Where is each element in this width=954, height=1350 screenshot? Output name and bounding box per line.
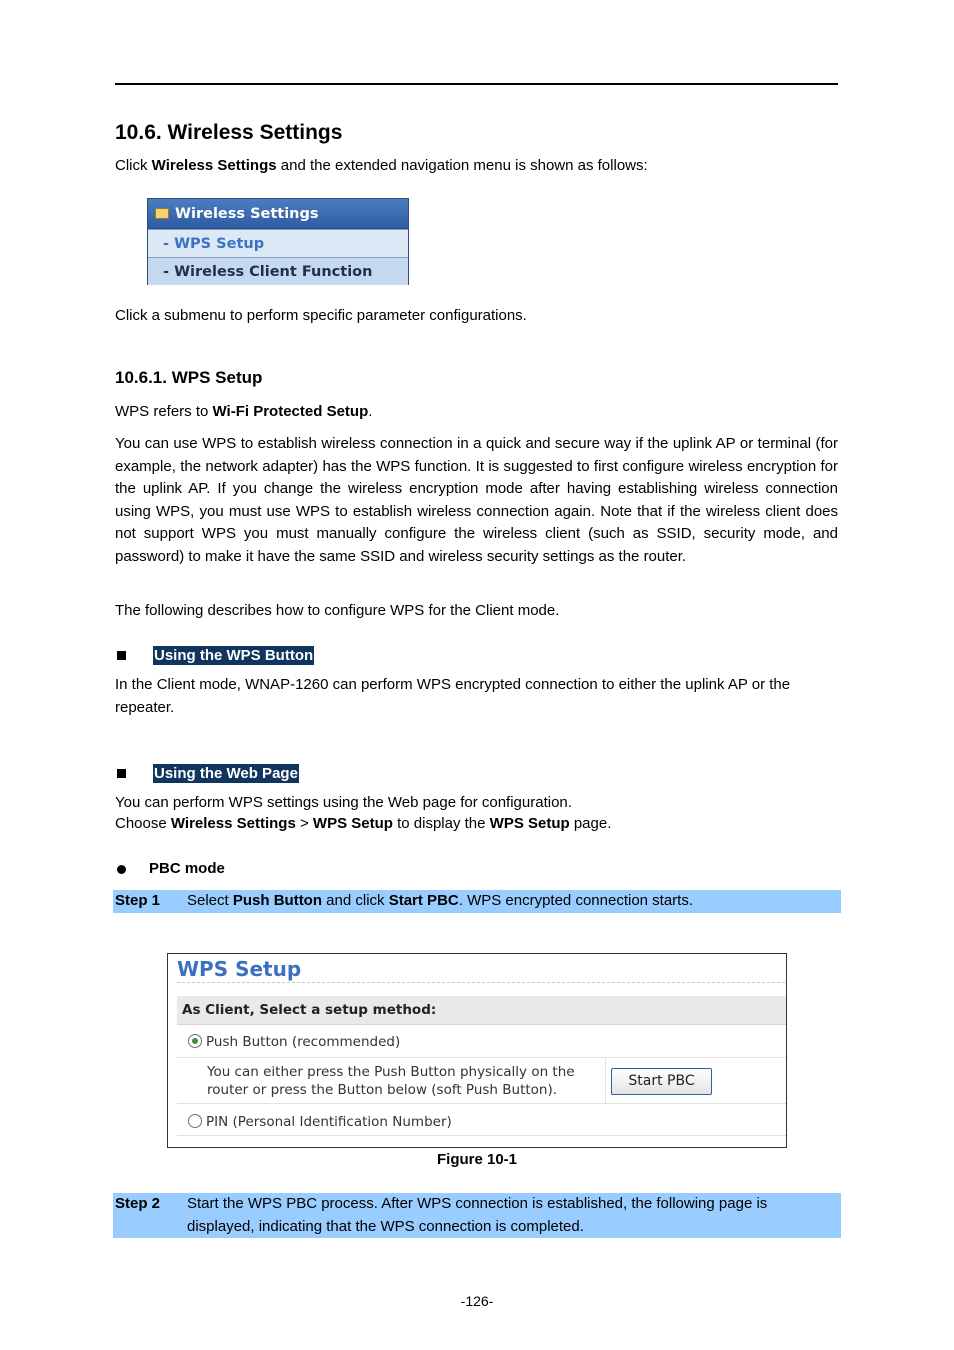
round-bullet-icon bbox=[117, 865, 126, 874]
subsection-title: 10.6.1. WPS Setup bbox=[115, 368, 263, 387]
section-intro: Click Wireless Settings and the extended navigation menu is shown as follows: bbox=[115, 157, 648, 174]
pbc-mode-label: PBC mode bbox=[149, 860, 225, 877]
push-button-radio[interactable] bbox=[188, 1034, 202, 1048]
nav-menu-header-label: Wireless Settings bbox=[175, 205, 319, 222]
folder-icon bbox=[155, 208, 169, 219]
nav-item-wireless-client-function[interactable]: - Wireless Client Function bbox=[148, 257, 408, 285]
step-2-bar bbox=[113, 1193, 841, 1238]
step-1-label: Step 1 bbox=[115, 892, 161, 909]
nav-item-wps-setup[interactable]: - WPS Setup bbox=[148, 229, 408, 257]
figure-caption: Figure 10-1 bbox=[436, 1151, 518, 1168]
push-button-detail-row bbox=[177, 1058, 786, 1104]
step-2-text: Start the WPS PBC process. After WPS connection is established, the following page is displayed, indicating that the WPS connection is completed. bbox=[187, 1195, 768, 1235]
wps-setup-figure bbox=[167, 953, 787, 1148]
wps-paragraph: You can use WPS to establish wireless connection in a quick and secure way if the uplink AP or terminal (for example, the network adapter) has the WPS function. It is suggested to first configure wireless encryption for the uplink AP. If you change the wireless encryption mode after having establishing wireless connection using WPS, you must use WPS to establish wireless connection again. Note that if the wireless client does not support WPS you must manually configure the wireless client (such as SSID, security mode, and password) to make it have the same SSID and wireless security settings as the router. bbox=[115, 435, 838, 565]
web-page-text: You can perform WPS settings using the Web page for configuration. Choose Wireless Settings > WPS Setup to display the WPS Setup page. bbox=[115, 794, 612, 832]
figure-title: WPS Setup bbox=[177, 957, 302, 981]
header-rule bbox=[115, 83, 838, 85]
figure-divider bbox=[177, 982, 785, 983]
pin-label: PIN (Personal Identification Number) bbox=[206, 1114, 452, 1130]
section-title: 10.6. Wireless Settings bbox=[115, 121, 343, 144]
using-web-page-heading: Using the Web Page bbox=[154, 765, 298, 782]
using-wps-button-heading: Using the WPS Button bbox=[154, 647, 314, 664]
client-mode-note: The following describes how to configure WPS for the Client mode. bbox=[115, 602, 560, 619]
step-1-text: Select Push Button and click Start PBC. WPS encrypted connection starts. bbox=[187, 892, 694, 909]
submenu-note: Click a submenu to perform specific parameter configurations. bbox=[115, 307, 527, 324]
start-pbc-button[interactable]: Start PBC bbox=[611, 1068, 712, 1095]
page-number: -126- bbox=[460, 1293, 494, 1309]
step-2-label: Step 2 bbox=[115, 1195, 161, 1212]
square-bullet-icon bbox=[117, 651, 126, 660]
wps-button-text: In the Client mode, WNAP-1260 can perform WPS encrypted connection to either the uplink AP or the repeater. bbox=[115, 676, 791, 716]
push-button-description: You can either press the Push Button physically on the router or press the Button below (soft Push Button). bbox=[207, 1064, 575, 1098]
push-button-label: Push Button (recommended) bbox=[206, 1034, 401, 1050]
option-push-button-row[interactable] bbox=[177, 1026, 786, 1058]
nav-menu-header[interactable] bbox=[148, 199, 408, 229]
square-bullet-icon bbox=[117, 769, 126, 778]
wps-definition: WPS refers to Wi-Fi Protected Setup. bbox=[115, 403, 373, 420]
push-button-description-cell bbox=[188, 1058, 606, 1103]
nav-menu bbox=[147, 198, 409, 285]
pin-radio[interactable] bbox=[188, 1114, 202, 1128]
option-pin-row[interactable] bbox=[177, 1104, 786, 1136]
figure-header: As Client, Select a setup method: bbox=[177, 996, 786, 1025]
step-1-bar bbox=[113, 890, 841, 913]
